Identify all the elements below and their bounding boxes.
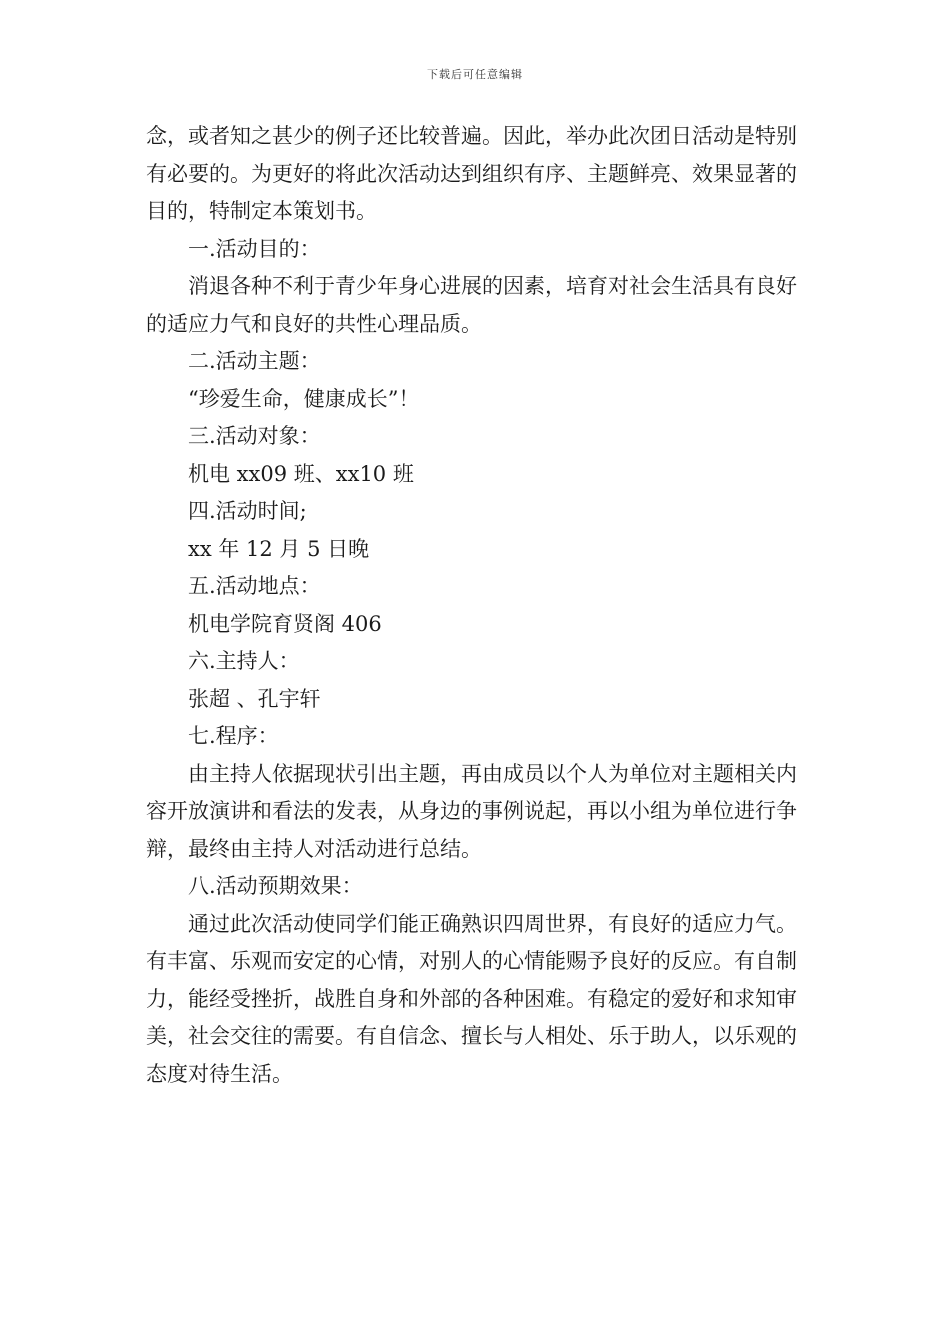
heading-host: 六.主持人： — [188, 649, 300, 673]
paragraph-intro: 念，或者知之甚少的例子还比较普遍。因此，举办此次团日活动是特别有必要的。为更好的将此次活动达到组织有序、主题鲜亮、效果显著的目的，特制定本策划书。 — [146, 124, 797, 223]
paragraph-procedure: 由主持人依据现状引出主题，再由成员以个人为单位对主题相关内容开放演讲和看法的发表，从身边的事例说起，再以小组为单位进行争辩，最终由主持人对活动进行总结。 — [146, 761, 797, 861]
document-body — [146, 118, 808, 1093]
paragraph-host: 张超 、孔宇轩 — [188, 686, 321, 711]
paragraph-activity-purpose: 消退各种不利于青少年身心进展的因素，培育对社会生活具有良好的适应力气和良好的共性心理品质。 — [146, 274, 797, 336]
paragraph-activity-time: xx 年 12 月 5 日晚 — [188, 536, 370, 561]
paragraph-activity-theme: “珍爱生命，健康成长”！ — [188, 386, 420, 411]
heading-activity-purpose: 一.活动目的： — [188, 236, 321, 261]
paragraph-expected-effect: 通过此次活动使同学们能正确熟识四周世界，有良好的适应力气。有丰富、乐观而安定的心情，对别人的心情能赐予良好的反应。有自制力，能经受挫折，战胜自身和外部的各种困难。有稳定的爱好和求知审美，社会交往的需要。有自信念、擅长与人相处、乐于助人，以乐观的态度对待生活。 — [146, 911, 797, 1086]
heading-activity-time: 四.活动时间; — [188, 499, 307, 523]
heading-activity-theme: 二.活动主题： — [188, 349, 321, 373]
heading-expected-effect: 八.活动预期效果： — [188, 874, 363, 898]
heading-activity-location: 五.活动地点： — [188, 574, 321, 598]
header-note: 下载后可任意编辑 — [427, 68, 523, 81]
heading-activity-target: 三.活动对象： — [188, 424, 321, 448]
paragraph-activity-location: 机电学院育贤阁 406 — [188, 611, 382, 636]
paragraph-activity-target: 机电 xx09 班、xx10 班 — [188, 461, 414, 486]
heading-procedure: 七.程序： — [188, 724, 279, 748]
